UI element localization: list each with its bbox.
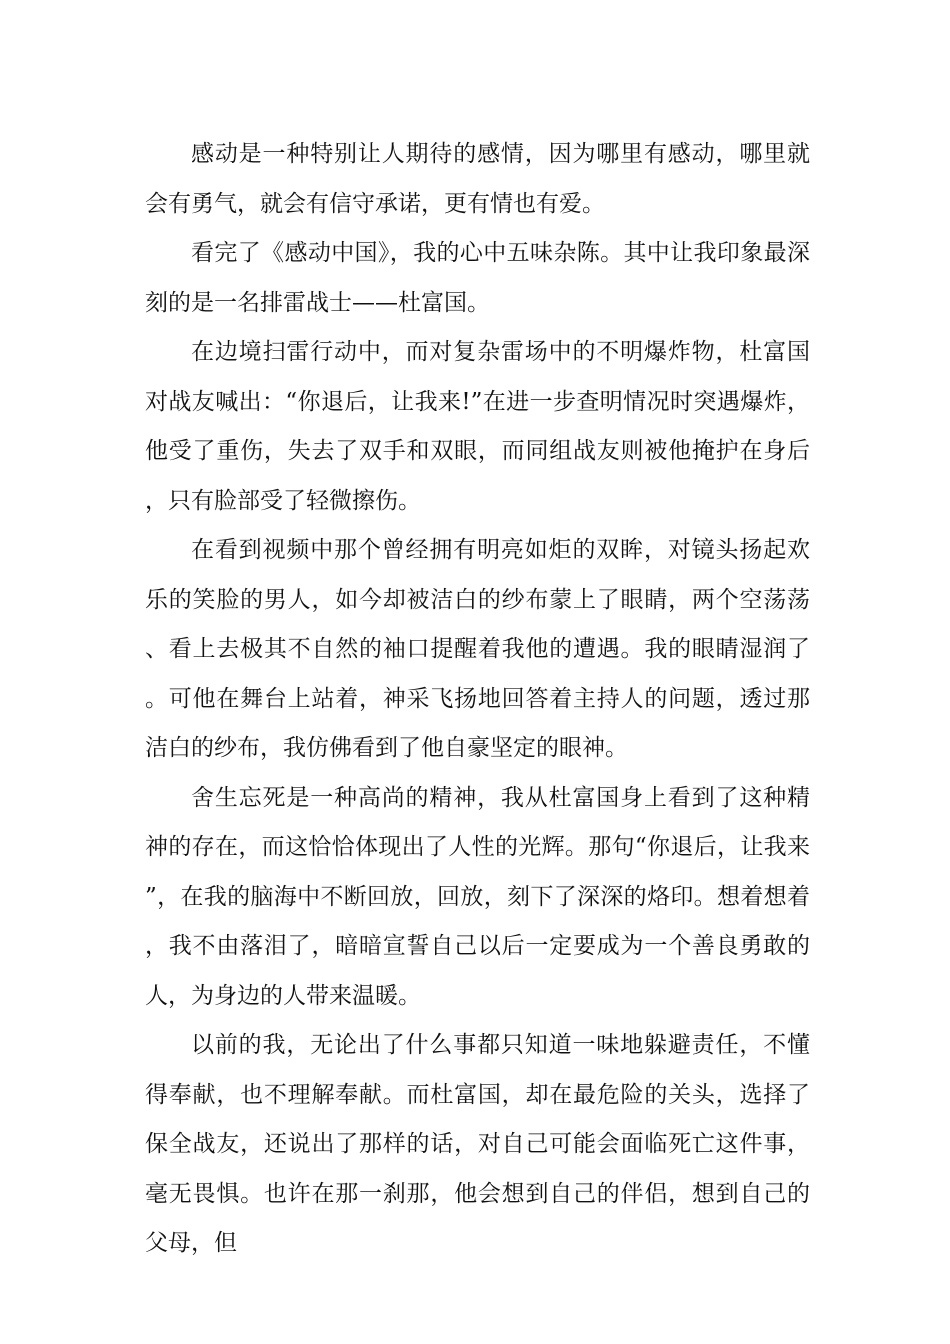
paragraph-3: 在边境扫雷行动中，而对复杂雷场中的不明爆炸物，杜富国对战友喊出：“你退后，让我来!”在进一步查明情况时突遇爆炸，他受了重伤，失去了双手和双眼，而同组战友则被他掩护在身后，只有脸部受了轻微擦伤。 [145,339,810,514]
paragraph-1: 感动是一种特别让人期待的感情，因为哪里有感动，哪里就会有勇气，就会有信守承诺，更有情也有爱。 [145,141,810,217]
paragraph-2: 看完了《感动中国》，我的心中五味杂陈。其中让我印象最深刻的是一名排雷战士——杜富国。 [145,240,810,316]
paragraph-4: 在看到视频中那个曾经拥有明亮如炬的双眸，对镜头扬起欢乐的笑脸的男人，如今却被洁白的纱布蒙上了眼睛，两个空荡荡、看上去极其不自然的袖口提醒着我他的遭遇。我的眼睛湿润了。可他在舞台上站着，神采飞扬地回答着主持人的问题，透过那洁白的纱布，我仿佛看到了他自豪坚定的眼神。 [145,537,810,761]
document-body [145,130,810,1269]
paragraph-5: 舍生忘死是一种高尚的精神，我从杜富国身上看到了这种精神的存在，而这恰恰体现出了人性的光辉。那句“你退后，让我来”，在我的脑海中不断回放，回放，刻下了深深的烙印。想着想着，我不由落泪了，暗暗宣誓自己以后一定要成为一个善良勇敢的人，为身边的人带来温暖。 [145,784,810,1009]
paragraph-6: 以前的我，无论出了什么事都只知道一味地躲避责任，不懂得奉献，也不理解奉献。而杜富国，却在最危险的关头，选择了保全战友，还说出了那样的话，对自己可能会面临死亡这件事，毫无畏惧。也许在那一刹那，他会想到自己的伴侣，想到自己的父母，但 [145,1032,810,1256]
